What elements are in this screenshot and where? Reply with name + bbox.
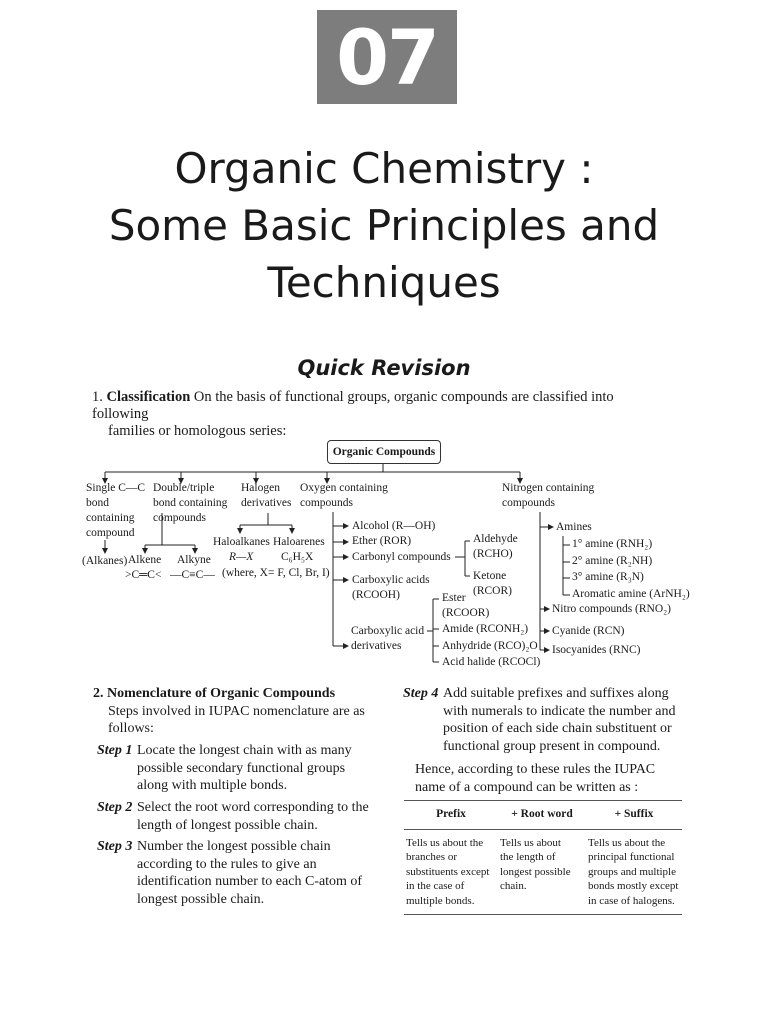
table-header-suffix: + Suffix — [586, 801, 682, 830]
iupac-hence-text: Hence, according to these rules the IUPAC name of a compound can be written as : — [415, 762, 656, 795]
title-line-2: Some Basic Principles and — [108, 201, 660, 250]
node-anhydride: Anhydride (RCO)₂O — [442, 640, 538, 652]
node-haloarenes: Haloarenes — [273, 536, 325, 548]
section2-intro2: follows: — [108, 721, 154, 736]
node-nitro: Nitro compounds (RNO₂) — [552, 603, 671, 615]
section2-intro1: Steps involved in IUPAC nomenclature are as — [108, 703, 365, 719]
node-carbonyl: Carbonyl compounds — [352, 551, 451, 563]
node-cyanide: Cyanide (RCN) — [552, 625, 625, 637]
table-row — [404, 829, 682, 915]
haloarene-formula: C₆H₅X — [281, 551, 314, 563]
node-alkanes: (Alkanes) — [82, 555, 128, 567]
node-carboxylic-derivatives: Carboxylic acid derivatives — [351, 625, 425, 652]
section1-text1: On the basis of functional groups, organic compounds are classified into following — [92, 389, 614, 422]
table-header-prefix: Prefix — [404, 801, 498, 830]
table-cell-suffix: Tells us about the principal functional groups and multiple bonds mostly except in case of halogens. — [586, 829, 682, 915]
node-aromatic-amine: Aromatic amine (ArNH₂) — [572, 588, 690, 600]
step-1: Step 1 Locate the longest chain with as many possible secondary functional groups along with multiple bonds. — [97, 743, 352, 793]
table-cell-root-word: Tells us about the length of longest possible chain. — [498, 829, 586, 915]
alkyne-formula: —C≡C— — [170, 569, 215, 581]
iupac-name-table — [404, 800, 682, 915]
node-ketone: Ketone (RCOR) — [473, 570, 512, 597]
node-alkene: Alkene — [128, 554, 162, 566]
step-3-label: Step 3 — [97, 839, 133, 854]
node-amine-2: 2° amine (R₂NH) — [572, 555, 653, 567]
node-oxygen-containing: Oxygen containing compounds — [300, 482, 388, 509]
node-halogen-derivatives: Halogen derivatives — [241, 482, 292, 509]
step-1-label: Step 1 — [97, 743, 133, 758]
alkene-formula: ‪>C═C<‬ — [125, 569, 162, 581]
halogen-where: (where, X= F, Cl, Br, I) — [222, 567, 330, 579]
step-4-label: Step 4 — [403, 686, 439, 701]
node-amine-1: 1° amine (RNH₂) — [572, 538, 653, 550]
section2-heading: 2. Nomenclature of Organic Compounds — [93, 686, 336, 701]
step-2-label: Step 2 — [97, 800, 133, 815]
title-line-3: Techniques — [267, 258, 501, 307]
node-haloalkanes: Haloalkanes — [213, 536, 270, 548]
node-isocyanide: Isocyanides (RNC) — [552, 644, 641, 656]
node-amine-3: 3° amine (R₃N) — [572, 571, 644, 583]
title-line-1: Organic Chemistry : — [174, 144, 594, 193]
node-double-triple-bond: Double/triple bond containing compounds — [153, 482, 228, 524]
haloalkane-formula: R—X — [229, 551, 254, 563]
node-single-bond: Single C—C bond containing compound — [86, 482, 146, 539]
step-3: Step 3 Number the longest possible chain according to the rules to give an identification number to each C-atom of longest possible chain. — [97, 839, 363, 907]
table-cell-prefix: Tells us about the branches or substituents except in the case of multiple bonds. — [404, 829, 498, 915]
section1-heading: Classification — [106, 389, 191, 405]
chapter-number-badge: 07 — [317, 10, 457, 104]
section1-number: 1. — [92, 389, 103, 405]
node-ester: Ester (RCOOR) — [442, 592, 490, 619]
step-4: Step 4 Add suitable prefixes and suffixes along with numerals to indicate the number and position of each side chain substituent or functional group present in compound. — [403, 686, 676, 754]
node-acid-halide: Acid halide (RCOCl) — [442, 656, 541, 668]
section1-text2: families or homologous series: — [108, 423, 287, 439]
node-alkyne: Alkyne — [177, 554, 211, 566]
diagram-root-organic-compounds: Organic Compounds — [327, 440, 441, 464]
node-ether: Ether (ROR) — [352, 535, 412, 547]
node-nitrogen-containing: Nitrogen containing compounds — [502, 482, 595, 509]
node-carboxylic-acids: Carboxylic acids (RCOOH) — [352, 574, 430, 601]
quick-revision-heading: Quick Revision — [297, 356, 471, 380]
table-header-root-word: + Root word — [498, 801, 586, 830]
node-amines: Amines — [556, 521, 592, 533]
node-amide: Amide (RCONH₂) — [442, 623, 529, 635]
node-alcohol: Alcohol (R—OH) — [352, 520, 436, 532]
step-2: Step 2 Select the root word corresponding to the length of longest possible chain. — [97, 800, 369, 833]
section-nomenclature — [93, 685, 383, 738]
node-aldehyde: Aldehyde (RCHO) — [473, 533, 518, 560]
